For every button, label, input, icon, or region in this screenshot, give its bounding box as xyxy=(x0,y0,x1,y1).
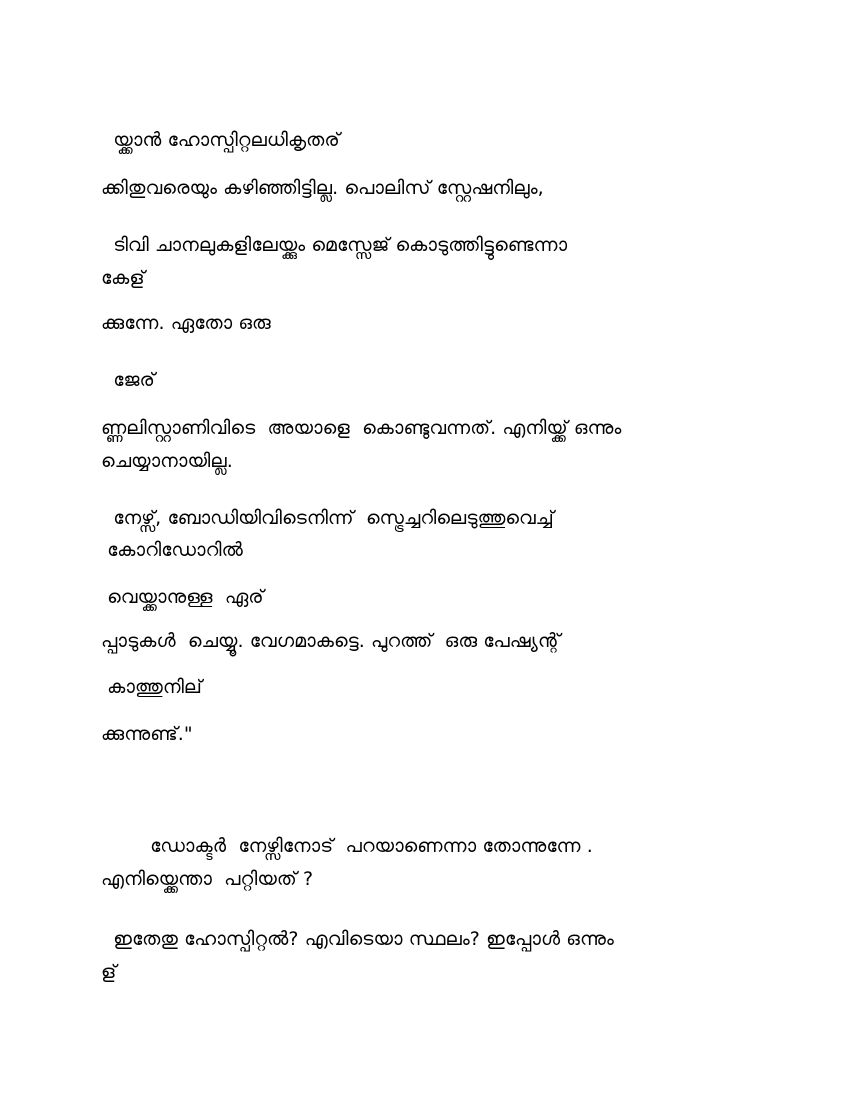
text-line: ചെയ്യാനായില്ല. xyxy=(101,450,233,472)
text-line: കേള് xyxy=(101,267,145,289)
text-line: ജേര് xyxy=(101,369,155,391)
text-line: ക്കിതുവരെയും കഴിഞ്ഞിട്ടില്ല. പൊലിസ് സ്റ്റേഷനിലും, xyxy=(101,177,544,199)
text-line: ക്കുന്നേ. ഏതോ ഒരു xyxy=(101,312,271,334)
text-line: ടിവി ചാനലുകളിലേയ്ക്കും മെസ്സേജ് കൊടുത്തിട്ടുണ്ടെന്നാ xyxy=(101,234,568,256)
text-line: ണ്ണലിസ്റ്റാണിവിടെ അയാളെ കൊണ്ടുവന്നത്. എനിയ്ക്ക് ഒന്നും xyxy=(101,417,622,439)
text-line: വെയ്ക്കാനുള്ള ഏര് xyxy=(101,586,264,608)
text-line: ക്കുന്നുണ്ട്." xyxy=(101,723,193,745)
text-line: എനിയ്ക്കെന്താ പറ്റിയത് ? xyxy=(101,868,314,890)
text-line: കോറിഡോറിൽ xyxy=(101,539,243,561)
text-line: യ്ക്കാൻ ഹോസ്പിറ്റലധികൃതര് xyxy=(101,129,340,151)
text-line: നേഴ്സ്, ബോഡിയിവിടെനിന്ന് സ്ട്രെച്ചറിലെടുത്തുവെച്ച് xyxy=(101,507,554,529)
text-line: ഇതേതു ഹോസ്പിറ്റൽ? എവിടെയാ സ്ഥലം? ഇപ്പോൾ ഒന്നും xyxy=(101,928,614,950)
text-line: കാത്തുനില് xyxy=(101,676,202,698)
text-line: ഡോക്ടർ നേഴ്സിനോട് പറയാണെന്നാ തോന്നുന്നേ . xyxy=(101,835,593,857)
text-line: ള് xyxy=(101,961,117,983)
text-line: പ്പാടുകൾ ചെയ്യൂ. വേഗമാകട്ടെ. പുറത്ത് ഒരു പേഷ്യന്റ് xyxy=(101,630,561,652)
